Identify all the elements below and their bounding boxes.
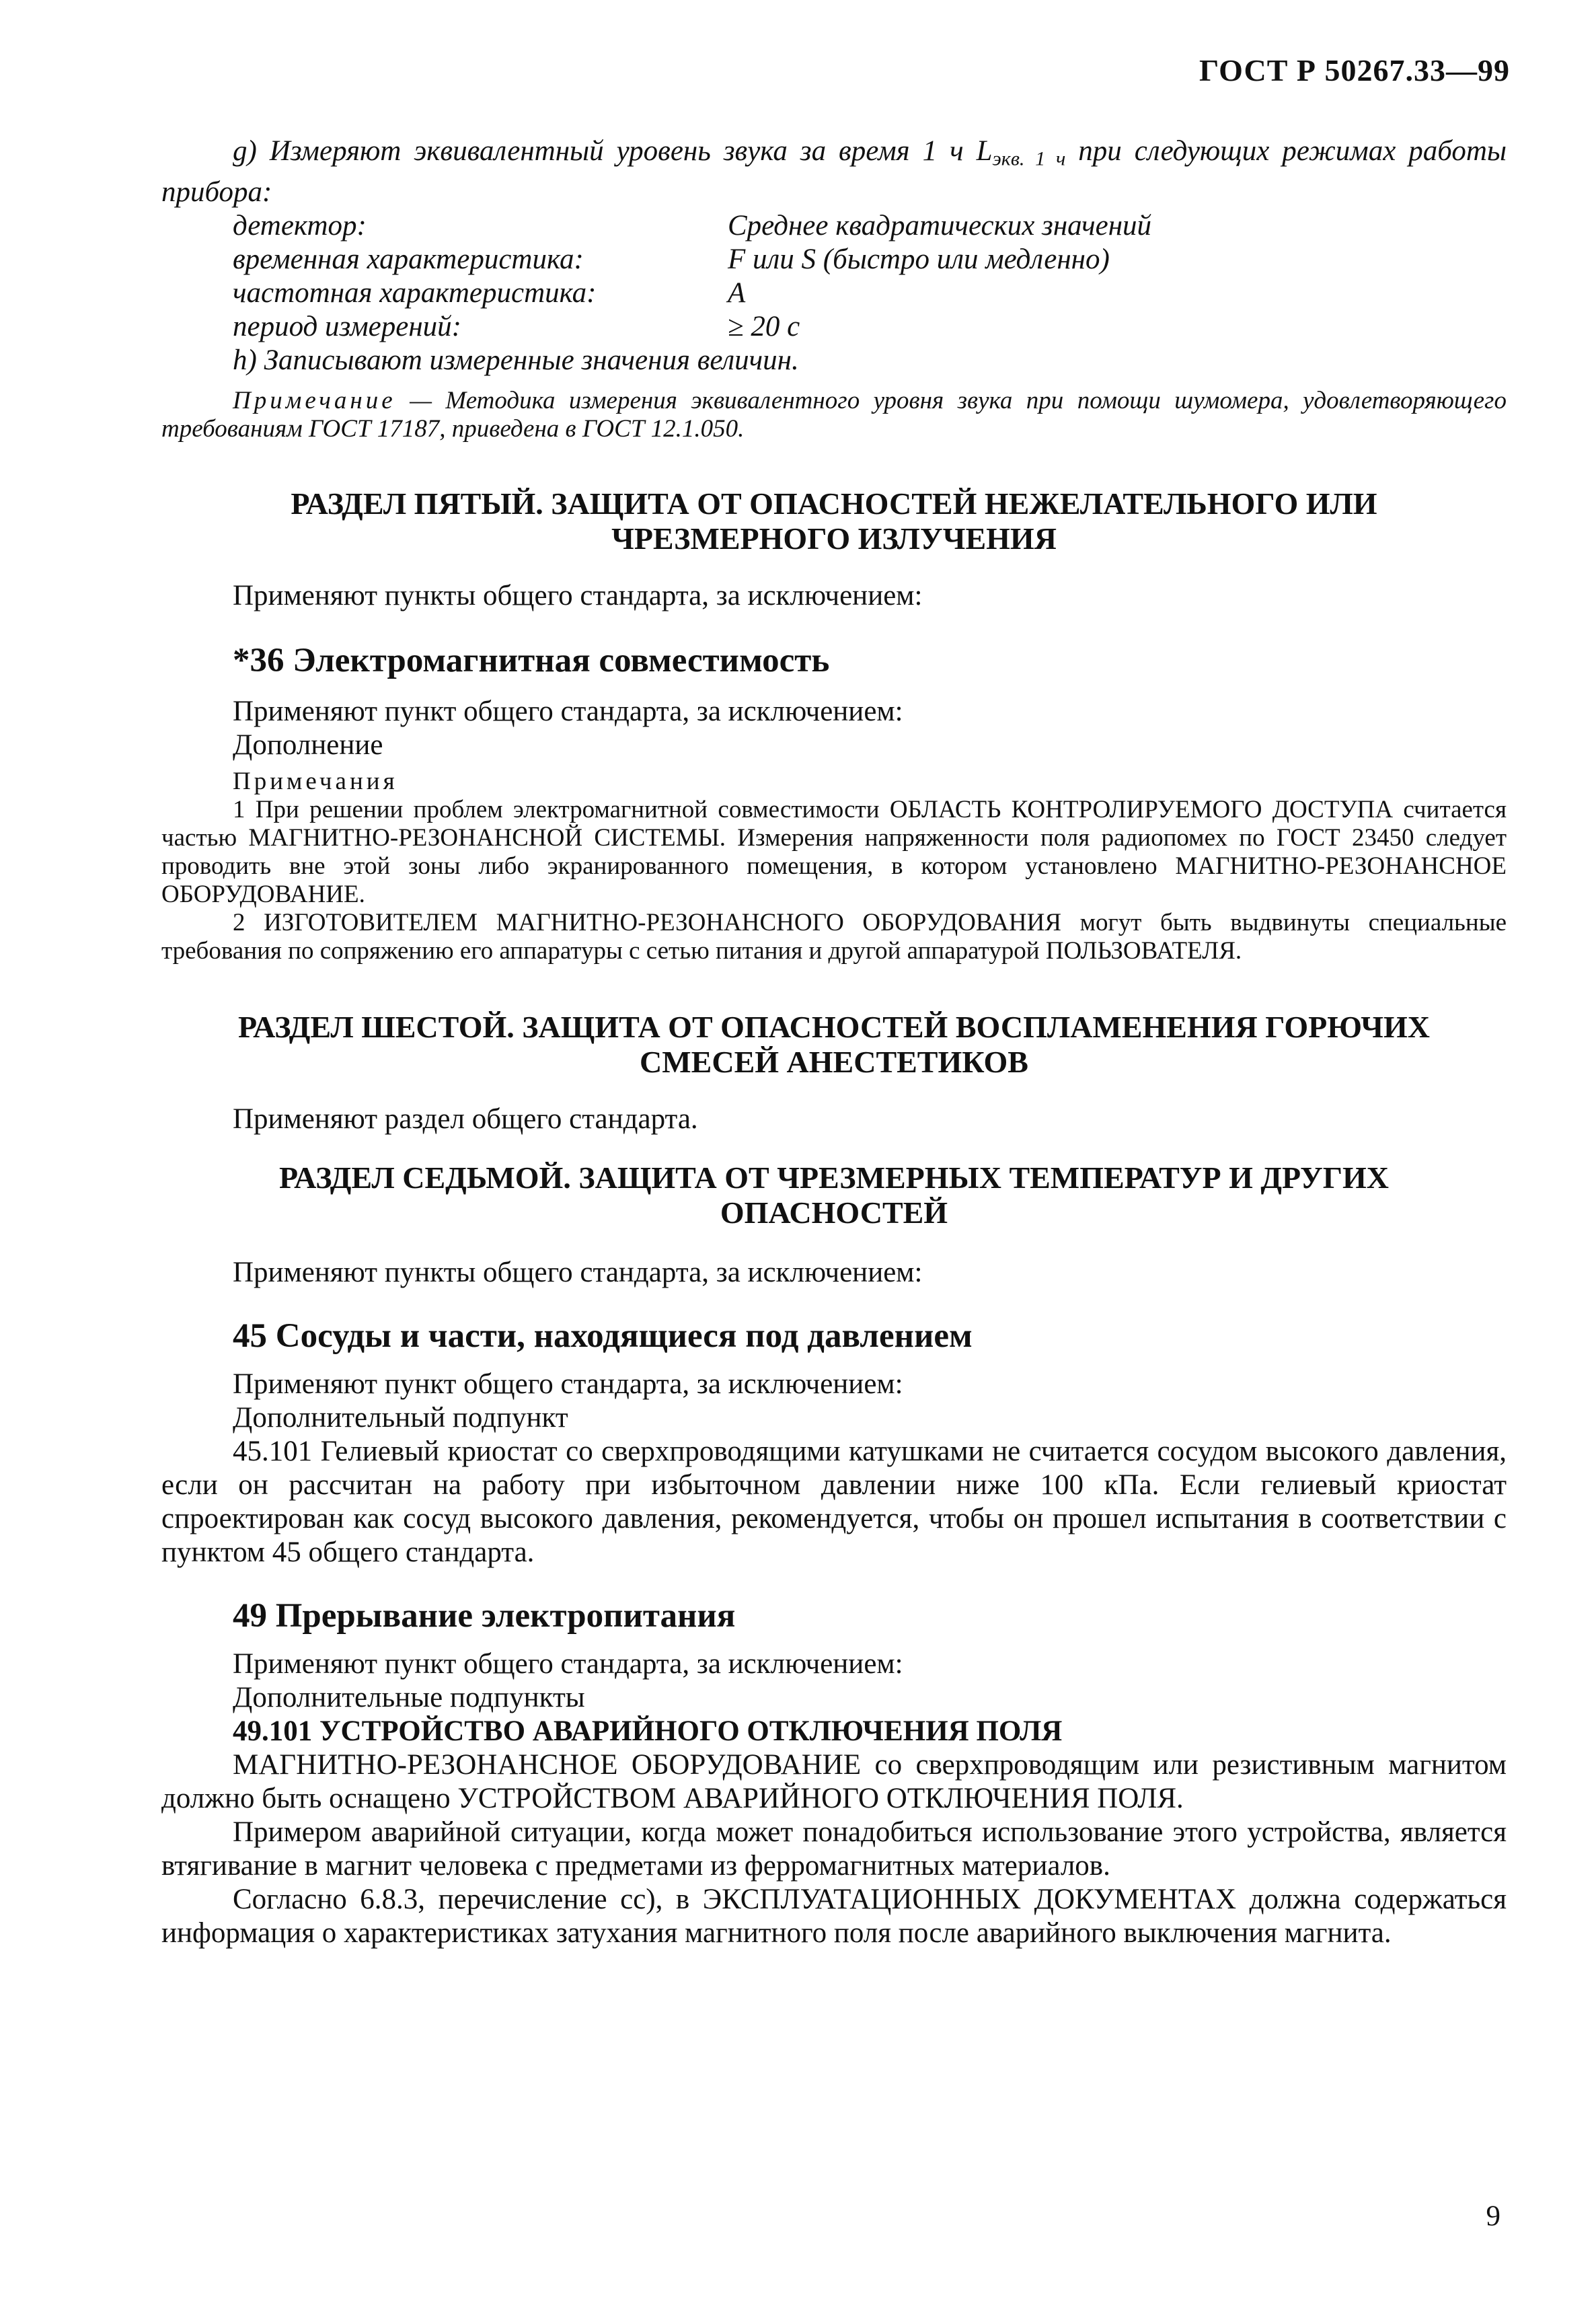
clause-49-subheading: Дополнительные подпункты bbox=[233, 1681, 585, 1713]
clause-36-notes-label: Примечания bbox=[233, 767, 398, 795]
clause-49-101-text: МАГНИТНО-РЕЗОНАНСНОЕ ОБОРУДОВАНИЕ со сверхпроводящим или резистивным магнитом должно быть оснащено УСТРОЙСТВОМ АВАРИЙНОГО ОТКЛЮЧЕНИЯ ПОЛЯ. bbox=[161, 1748, 1507, 1814]
param-value: F или S (быстро или медленно) bbox=[728, 243, 1110, 275]
leq-symbol: L bbox=[976, 135, 993, 167]
param-row bbox=[161, 243, 1507, 276]
param-label: детектор: bbox=[233, 209, 367, 242]
leq-subscript: экв. 1 ч bbox=[992, 147, 1066, 170]
param-value: ≥ 20 с bbox=[728, 310, 800, 342]
section-7-title: РАЗДЕЛ СЕДЬМОЙ. ЗАЩИТА ОТ ЧРЕЗМЕРНЫХ ТЕМПЕРАТУР И ДРУГИХ ОПАСНОСТЕЙ bbox=[278, 1160, 1390, 1230]
param-value: Среднее квадратических значений bbox=[728, 209, 1152, 242]
item-h: h) Записывают измеренные значения величин. bbox=[233, 344, 799, 376]
standard-code-header: ГОСТ Р 50267.33—99 bbox=[1199, 53, 1510, 87]
section-5-title: РАЗДЕЛ ПЯТЫЙ. ЗАЩИТА ОТ ОПАСНОСТЕЙ НЕЖЕЛАТЕЛЬНОГО ИЛИ ЧРЕЗМЕРНОГО ИЗЛУЧЕНИЯ bbox=[291, 486, 1377, 556]
section-6-intro: Применяют раздел общего стандарта. bbox=[233, 1103, 698, 1135]
measurement-params bbox=[161, 209, 1507, 344]
param-row bbox=[161, 310, 1507, 344]
note-equivalent-level bbox=[161, 387, 1507, 443]
note-label: Примечание bbox=[233, 386, 396, 414]
clause-36-addition: Дополнение bbox=[233, 729, 383, 761]
clause-45-title: 45 Сосуды и части, находящиеся под давлением bbox=[233, 1316, 973, 1355]
clause-49-intro: Применяют пункт общего стандарта, за исключением: bbox=[233, 1647, 903, 1680]
param-row bbox=[161, 276, 1507, 310]
clause-36-title: *36 Электромагнитная совместимость bbox=[233, 641, 830, 679]
clause-49-101-docs: Согласно 6.8.3, перечисление сс), в ЭКСПЛУАТАЦИОННЫХ ДОКУМЕНТАХ должна содержаться информация о характеристиках затухания магнитного поля после аварийного выключения магнита. bbox=[161, 1883, 1507, 1949]
item-g: g) Измеряют эквивалентный уровень звука за время 1 ч $L_{экв. 1 ч}$ при следующих режимах работы прибора: bbox=[161, 135, 1507, 208]
clause-36-intro: Применяют пункт общего стандарта, за исключением: bbox=[233, 695, 903, 727]
page-number: 9 bbox=[1486, 2200, 1500, 2232]
clause-49-title: 49 Прерывание электропитания bbox=[233, 1596, 736, 1635]
section-7-intro: Применяют пункты общего стандарта, за исключением: bbox=[233, 1256, 923, 1288]
clause-45-101: 45.101 Гелиевый криостат со сверхпроводящими катушками не считается сосудом высокого давления, если он рассчитан на работу при избыточном давлении ниже 100 кПа. Если гелиевый криостат спроектирован как сосуд высокого давления, рекомендуется, чтобы он прошел испытания в соответствии с пунктом 45 общего стандарта. bbox=[161, 1435, 1507, 1568]
clause-36-note-1: 1 При решении проблем электромагнитной совместимости ОБЛАСТЬ КОНТРОЛИРУЕМОГО ДОСТУПА считается частью МАГНИТНО-РЕЗОНАНСНОЙ СИСТЕМЫ. Измерения напряженности поля радиопомех по ГОСТ 23450 следует проводить вне этой зоны либо экранированного помещения, в котором установлено МАГНИТНО-РЕЗОНАНСНОЕ ОБОРУДОВАНИЕ. bbox=[161, 795, 1507, 908]
page-content bbox=[161, 135, 1507, 1950]
clause-45-intro: Применяют пункт общего стандарта, за исключением: bbox=[233, 1368, 903, 1400]
param-label: временная характеристика: bbox=[233, 243, 584, 275]
param-value: A bbox=[728, 276, 746, 309]
param-label: период измерений: bbox=[233, 310, 461, 342]
clause-45-subheading: Дополнительный подпункт bbox=[233, 1401, 568, 1434]
clause-49-101-title: 49.101 УСТРОЙСТВО АВАРИЙНОГО ОТКЛЮЧЕНИЯ ПОЛЯ bbox=[233, 1715, 1063, 1747]
clause-49-101-example: Примером аварийной ситуации, когда может понадобиться использование этого устройства, является втягивание в магнит человека с предметами из ферромагнитных материалов. bbox=[161, 1816, 1507, 1882]
note-text: — Методика измерения эквивалентного уровня звука при помощи шумомера, удовлетворяющего требованиям ГОСТ 17187, приведена в ГОСТ 12.1.050. bbox=[161, 386, 1507, 443]
param-row bbox=[161, 209, 1507, 243]
clause-36-note-2: 2 ИЗГОТОВИТЕЛЕМ МАГНИТНО-РЕЗОНАНСНОГО ОБОРУДОВАНИЯ могут быть выдвинуты специальные требования по сопряжению его аппаратуры с сетью питания и другой аппаратурой ПОЛЬЗОВАТЕЛЯ. bbox=[161, 908, 1507, 965]
section-5-intro: Применяют пункты общего стандарта, за исключением: bbox=[233, 579, 923, 611]
section-6-title: РАЗДЕЛ ШЕСТОЙ. ЗАЩИТА ОТ ОПАСНОСТЕЙ ВОСПЛАМЕНЕНИЯ ГОРЮЧИХ СМЕСЕЙ АНЕСТЕТИКОВ bbox=[237, 1009, 1431, 1079]
param-label: частотная характеристика: bbox=[233, 276, 597, 309]
